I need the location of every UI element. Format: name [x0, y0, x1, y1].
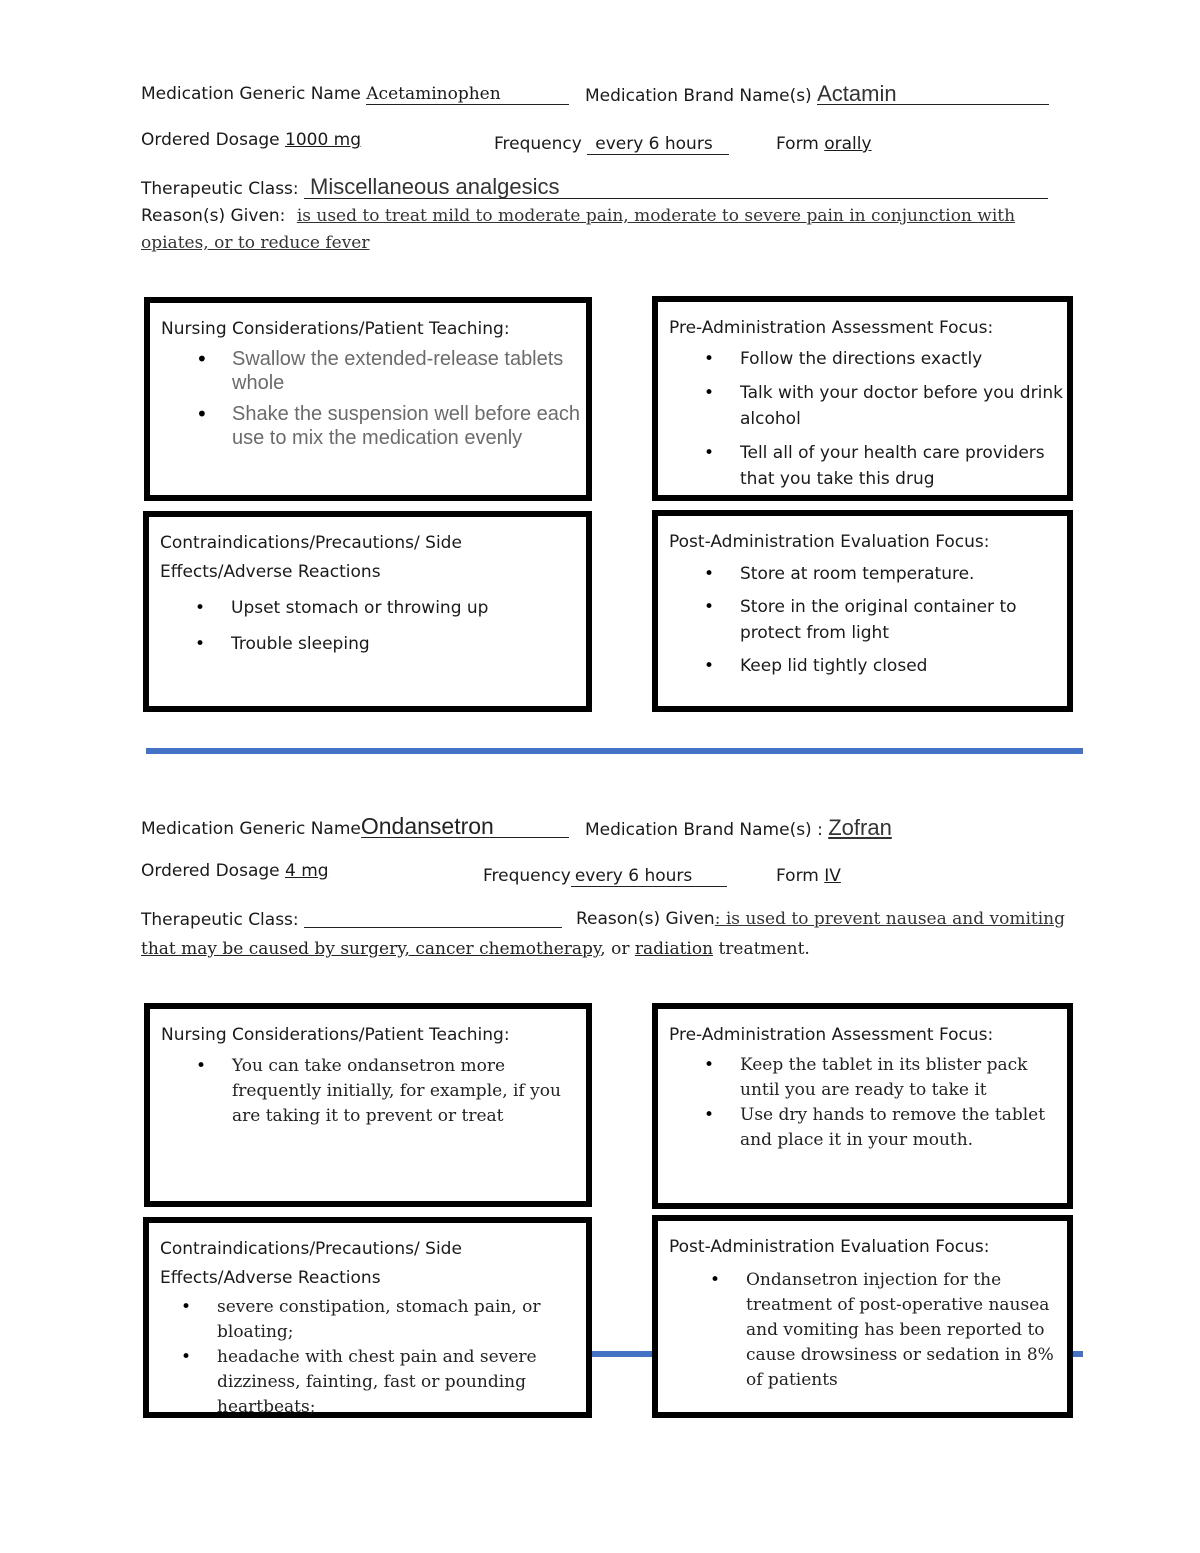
- frequency-label: Frequency: [494, 134, 582, 154]
- generic-name-value: Acetaminophen: [366, 84, 569, 105]
- form-value: orally: [824, 134, 872, 154]
- med2-contraindications-box: [143, 1217, 592, 1418]
- pre-admin-list: [740, 346, 1065, 492]
- med2-dosage-row: [141, 861, 329, 881]
- generic-name-value: Ondansetron: [361, 815, 569, 838]
- contraindications-list: [231, 594, 491, 657]
- med1-nursing-box: [144, 297, 592, 501]
- brand-name-separator: :: [817, 820, 823, 840]
- list-item: • Store at room temperature.: [740, 561, 1060, 587]
- therapeutic-class-label: Therapeutic Class:: [141, 179, 299, 199]
- list-item: • severe constipation, stomach pain, or bloating;: [217, 1295, 557, 1345]
- med1-form-row: [776, 134, 872, 154]
- generic-name-label: Medication Generic Name: [141, 819, 361, 839]
- frequency-value: every 6 hours: [587, 134, 729, 155]
- generic-name-label: Medication Generic Name: [141, 84, 361, 104]
- brand-name-value: Actamin: [817, 84, 1049, 105]
- list-item: • Store in the original container to protect from light: [740, 594, 1060, 646]
- med1-brand-name-row: [585, 81, 1049, 106]
- reason-value-line2: that may be caused by surgery, cancer chemotherapy: [141, 939, 601, 959]
- med2-brand-name-row: [585, 815, 892, 841]
- post-admin-list: [740, 561, 1060, 679]
- list-item: • Talk with your doctor before you drink alcohol: [740, 380, 1065, 432]
- med2-reason-row: [576, 909, 1065, 929]
- med1-post-admin-box: [652, 510, 1073, 712]
- reason-label: Reason(s) Given: [576, 909, 715, 929]
- reason-value-line1: is used to treat mild to moderate pain, moderate to severe pain in conjunction with: [296, 206, 1016, 226]
- box-title: Contraindications/Precautions/ Side Effects/Adverse Reactions: [160, 533, 462, 582]
- med2-generic-name-row: [141, 815, 569, 839]
- list-item: • Keep the tablet in its blister pack until you are ready to take it: [740, 1053, 1070, 1103]
- med1-frequency-row: [494, 134, 729, 155]
- med1-class-row: [141, 176, 1048, 199]
- reason-tail: treatment.: [713, 939, 810, 959]
- dosage-value: 1000 mg: [285, 130, 362, 150]
- contraindications-list: [217, 1295, 557, 1420]
- dosage-label: Ordered Dosage: [141, 130, 280, 150]
- list-item: • Shake the suspension well before each use to mix the medication evenly: [232, 402, 582, 450]
- form-value: IV: [824, 866, 841, 886]
- form-label: Form: [776, 866, 819, 886]
- nursing-list: [232, 1054, 577, 1129]
- post-admin-list: [746, 1268, 1058, 1393]
- med1-pre-admin-box: [652, 296, 1073, 501]
- med1-contraindications-box: [143, 511, 592, 712]
- list-item: • Use dry hands to remove the tablet and place it in your mouth.: [740, 1103, 1070, 1153]
- form-label: Form: [776, 134, 819, 154]
- list-item: • Ondansetron injection for the treatment of post-operative nausea and vomiting has been reported to cause drowsiness or sedation in 8% of patients: [746, 1268, 1058, 1393]
- med1-generic-name-row: [141, 84, 569, 105]
- brand-name-value: Zofran: [828, 815, 892, 840]
- med2-class-row: [141, 909, 562, 930]
- reason-sep: , or: [600, 939, 635, 959]
- frequency-value: every 6 hours: [571, 866, 727, 887]
- list-item: • Swallow the extended-release tablets whole: [232, 347, 582, 395]
- dosage-label: Ordered Dosage: [141, 861, 280, 881]
- therapeutic-class-blank: [304, 909, 562, 928]
- med2-nursing-box: [144, 1003, 592, 1207]
- box-title: Nursing Considerations/Patient Teaching:: [161, 1025, 510, 1045]
- med2-reason-line2: [141, 939, 810, 959]
- list-item: • Trouble sleeping: [231, 631, 491, 657]
- med2-frequency-row: [483, 866, 727, 887]
- med2-pre-admin-box: [652, 1003, 1073, 1209]
- med1-reason-row: [141, 206, 1015, 226]
- box-title: Post-Administration Evaluation Focus:: [669, 1237, 990, 1257]
- list-item: • headache with chest pain and severe dizziness, fainting, fast or pounding heartbeats;: [217, 1345, 557, 1420]
- therapeutic-class-label: Therapeutic Class:: [141, 910, 299, 930]
- reason-label: Reason(s) Given:: [141, 206, 286, 226]
- box-title: Pre-Administration Assessment Focus:: [669, 318, 994, 338]
- box-title: Contraindications/Precautions/ Side Effects/Adverse Reactions: [160, 1239, 462, 1288]
- box-title: Pre-Administration Assessment Focus:: [669, 1025, 994, 1045]
- brand-name-label: Medication Brand Name(s): [585, 820, 812, 840]
- frequency-label: Frequency: [483, 866, 571, 886]
- list-item: • Tell all of your health care providers that you take this drug: [740, 440, 1065, 492]
- list-item: • Upset stomach or throwing up: [231, 594, 491, 622]
- list-item: • Follow the directions exactly: [740, 346, 1065, 372]
- box-title: Post-Administration Evaluation Focus:: [669, 532, 990, 552]
- med2-post-admin-box: [652, 1215, 1073, 1418]
- box-title: Nursing Considerations/Patient Teaching:: [161, 319, 510, 339]
- nursing-list: [232, 347, 582, 450]
- reason-radiation: radiation: [634, 939, 714, 959]
- brand-name-label: Medication Brand Name(s): [585, 86, 812, 106]
- list-item: • You can take ondansetron more frequently initially, for example, if you are taking it to prevent or treat: [232, 1054, 577, 1129]
- reason-value-line1: : is used to prevent nausea and vomiting: [714, 909, 1066, 929]
- med2-form-row: [776, 866, 841, 886]
- pre-admin-list: [740, 1053, 1070, 1153]
- dosage-value: 4 mg: [285, 861, 329, 881]
- therapeutic-class-value: Miscellaneous analgesics: [304, 176, 1048, 199]
- list-item: • Keep lid tightly closed: [740, 653, 1060, 679]
- section-divider: [146, 748, 1083, 754]
- med1-dosage-row: [141, 130, 361, 150]
- reason-value-line2: opiates, or to reduce fever: [141, 233, 370, 253]
